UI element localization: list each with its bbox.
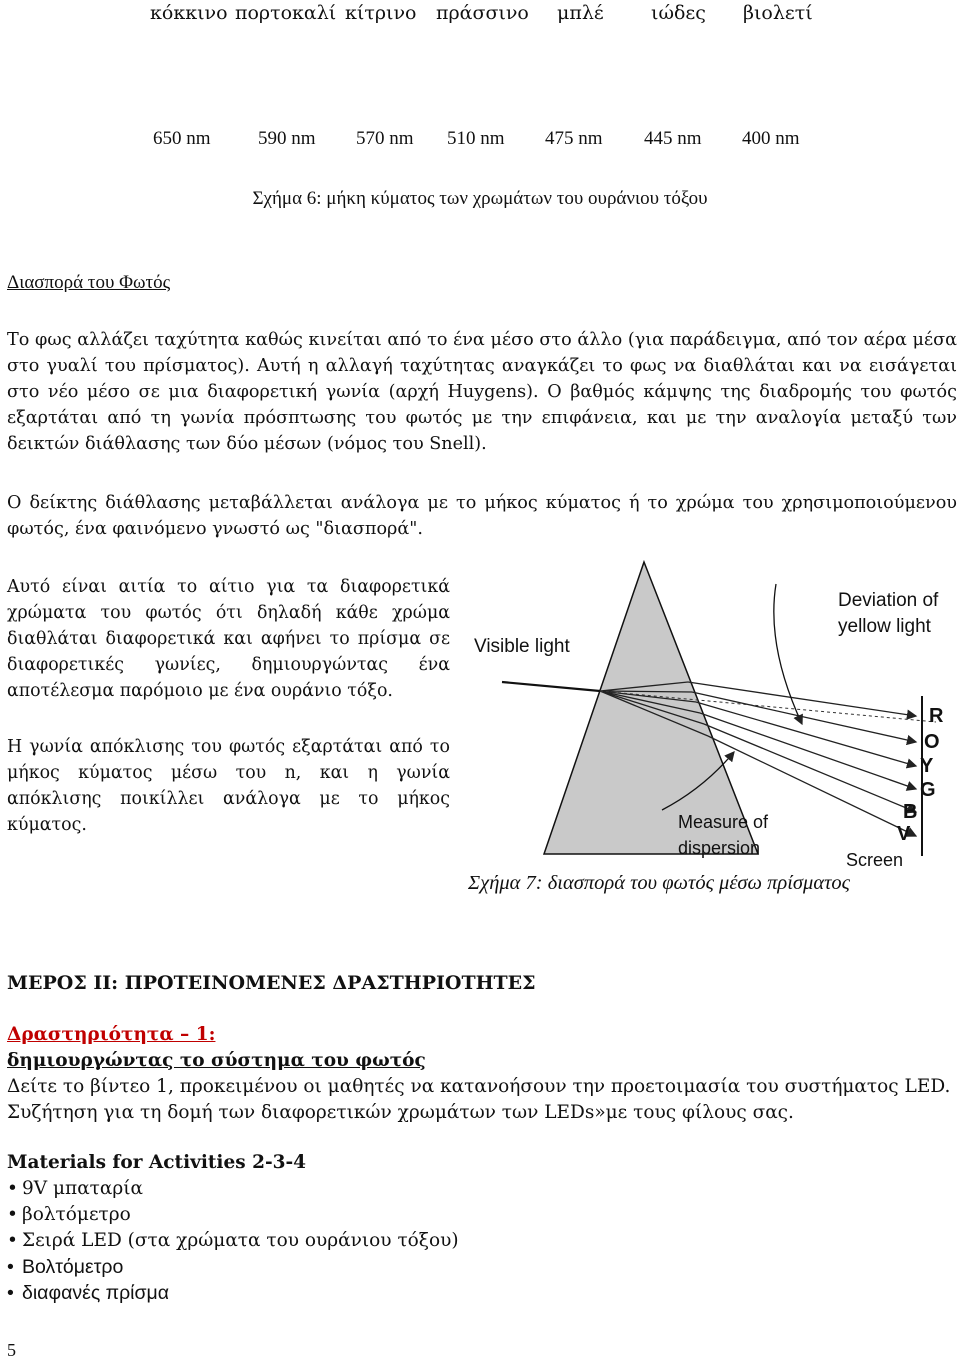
bullet-icon: • [7,1256,14,1278]
spectrum-letter: Y [920,755,934,777]
measure-label-2: dispersion [678,838,761,858]
color-name: κόκκινο [150,2,228,24]
paragraph-colors: Αυτό είναι αιτία το αίτιο για τα διαφορετικά χρώματα του φωτός ότι δηλαδή κάθε χρώμα διαθλάται διαφορετικά και αφήνει το πρίσμα σε διαφορετικές γωνίες, δημιουργώντας ένα αποτέλεσμα παρόμοιο με ένα ουράνιο τόξο. [7,577,450,701]
wavelength-value: 510 nm [447,128,505,149]
wavelength-value: 570 nm [356,128,414,149]
spectrum-letter: G [920,779,936,801]
materials-item-label: βολτόμετρο [22,1204,131,1225]
wavelengths-row [0,128,960,154]
spectrum-letter: B [903,801,918,823]
wavelength-value: 650 nm [153,128,211,149]
deviation-arc [774,584,802,724]
prism-diagram [466,556,960,876]
activity-instruction-1: Δείτε το βίντεο 1, προκειμένου οι μαθητές να κατανοήσουν την προετοιμασία του συστήματος LED. [7,1076,951,1097]
wavelength-value: 590 nm [258,128,316,149]
wavelength-value: 445 nm [644,128,702,149]
materials-item [7,1176,459,1202]
prism-dispersion-figure [466,556,960,876]
materials-item-label: Βολτόμετρο [22,1256,124,1278]
color-name: πράσσινο [436,2,529,24]
spectrum-letter: V [897,823,911,845]
color-names-row [0,2,960,28]
section-heading: Διασπορά του Φωτός [7,272,171,293]
activity-title: Δραστηριότητα – 1: [7,1024,216,1045]
color-name: πορτοκαλί [235,2,337,24]
materials-item-label: 9V μπαταρία [22,1178,144,1199]
paragraph-refraction: Το φως αλλάζει ταχύτητα καθώς κινείται από το ένα μέσο στο άλλο (για παράδειγμα, από τον αέρα μέσα στο γυαλί του πρίσματος). Αυτή η αλλαγή ταχύτητας αναγκάζει το φως να διαθλάται και να εισάγεται στο νέο μέσο σε μια διαφορετική γωνία (αρχή Huygens). Ο βαθμός κάμψης της διαδρομής του φωτός εξαρτάται από τη γωνία πρόσπτωσης του φωτός με την επιφάνεια, και με την αναλογία μεταξύ των δεικτών διάθλασης των δύο μέσων (νόμος του Snell). [7,330,957,454]
screen-label: Screen [846,850,904,870]
visible-light-label: Visible light [474,636,570,657]
materials-item [7,1254,459,1280]
color-name: βιολετί [743,2,813,24]
materials-item-label: διαφανές πρίσμα [22,1282,170,1304]
bullet-icon: • [7,1230,18,1251]
paragraph-dispersion: Ο δείκτης διάθλασης μεταβάλλεται ανάλογα με το μήκος κύματος ή το χρώμα του χρησιμοποιούμενου φωτός, ένα φαινόμενο γνωστό ως "διασπορά". [7,493,957,539]
color-name: μπλέ [557,2,604,24]
spectrum-letter: O [924,731,940,753]
incident-ray [502,682,600,691]
deviation-label-1: Deviation of [838,590,939,611]
bullet-icon: • [7,1282,14,1304]
materials-item [7,1280,459,1306]
deviation-label-2: yellow light [838,616,931,637]
materials-heading: Materials for Activities 2-3-4 [7,1152,307,1173]
materials-item [7,1228,459,1254]
spectrum-letter: R [929,705,944,727]
figure-7-caption: Σχήμα 7: διασπορά του φωτός μέσω πρίσματος [468,872,851,894]
paragraph-deviation: Η γωνία απόκλισης του φωτός εξαρτάται από το μήκος κύματος μέσω του n, και η γωνία απόκλισης ποικίλλει ανάλογα με το μήκος κύματος. [7,737,450,835]
materials-item-label: Σειρά LED (στα χρώματα του ουράνιου τόξου) [22,1230,459,1251]
color-name: ιώδες [651,2,706,24]
activity-subtitle: δημιουργώντας το σύστημα του φωτός [7,1050,426,1071]
figure-6-caption: Σχήμα 6: μήκη κύματος των χρωμάτων του ουράνιου τόξου [252,188,708,209]
materials-list [7,1176,459,1306]
color-name: κίτρινο [345,2,417,24]
bullet-icon: • [7,1204,18,1225]
materials-item [7,1202,459,1228]
page-number: 5 [7,1340,16,1360]
measure-label-1: Measure of [678,812,769,832]
part2-heading: ΜΕΡΟΣ ΙΙ: ΠΡΟΤΕΙΝΟΜΕΝΕΣ ΔΡΑΣΤΗΡΙΟΤΗΤΕΣ [7,972,536,994]
wavelength-value: 400 nm [742,128,800,149]
bullet-icon: • [7,1178,18,1199]
activity-instruction-2: Συζήτηση για τη δομή των διαφορετικών χρωμάτων των LEDs»με τους φίλους σας. [7,1102,794,1123]
wavelength-value: 475 nm [545,128,603,149]
prism-shape [544,562,758,854]
